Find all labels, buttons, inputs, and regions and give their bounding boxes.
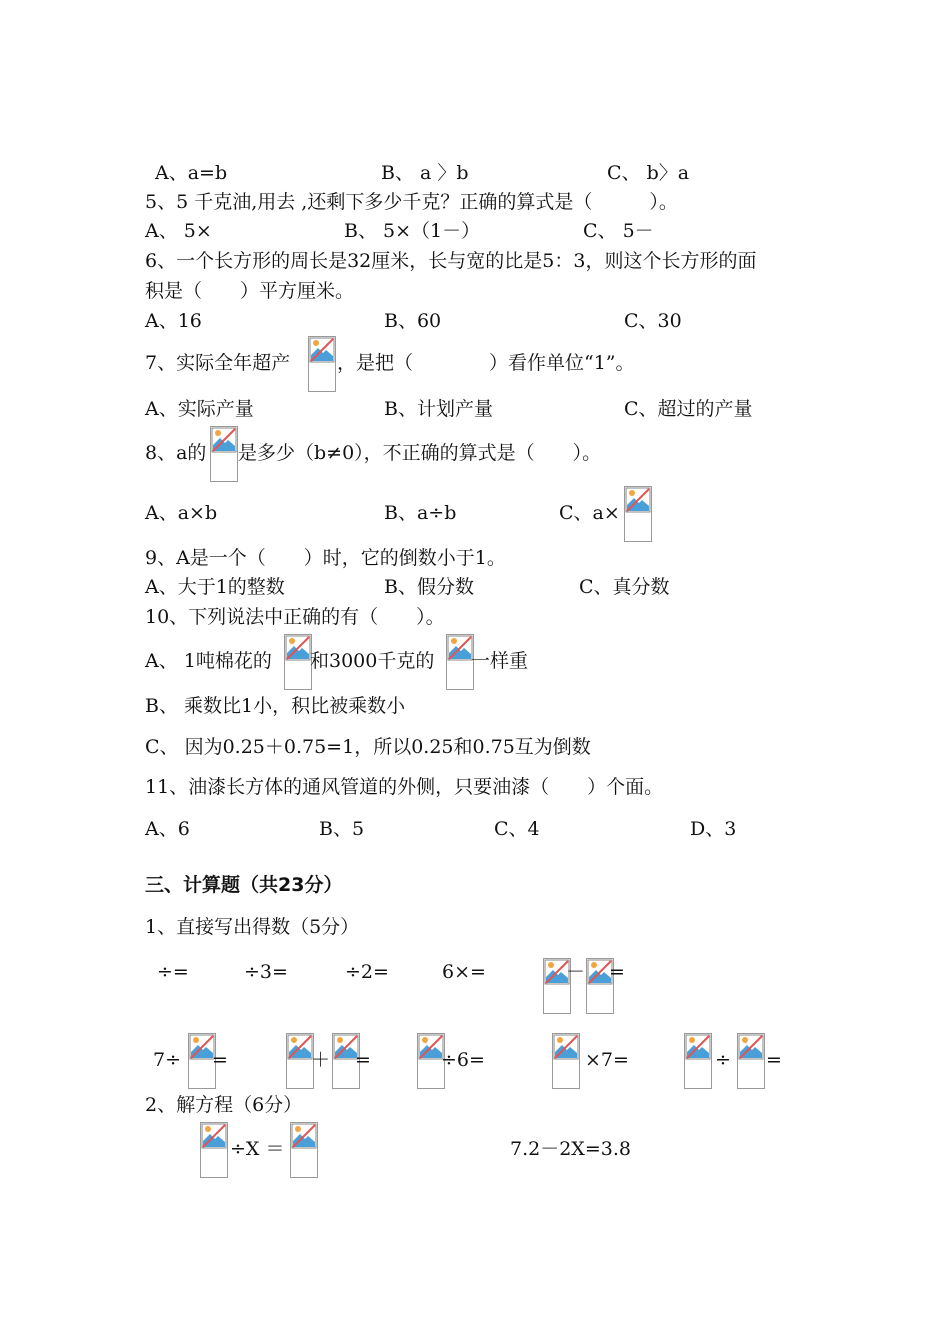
fraction-image-icon (684, 1033, 712, 1089)
calc-item: ÷2= (345, 961, 389, 983)
subsection-oral-calc: 1、直接写出得数（5分） (145, 916, 360, 938)
fraction-image-icon (737, 1033, 765, 1089)
calc-item: 7÷ (153, 1049, 182, 1071)
calc-item: ÷3= (244, 961, 288, 983)
q7-option-c: C、超过的产量 (624, 398, 753, 420)
q4-option-b: B、 a 〉b (381, 162, 469, 184)
q4-option-a: A、a=b (155, 162, 228, 184)
q4-option-c: C、 b〉a (607, 162, 690, 184)
q7-option-b: B、计划产量 (384, 398, 493, 420)
q10-option-b: B、 乘数比1小，积比被乘数小 (145, 695, 406, 717)
calc-equals: = (355, 1049, 371, 1071)
q10-question: 10、下列说法中正确的有（ ）。 (145, 606, 445, 628)
q11-option-d: D、3 (690, 818, 737, 840)
fraction-image-icon (284, 634, 312, 690)
q7-option-a: A、实际产量 (145, 398, 254, 420)
q10-option-a-part2: 和3000千克的 (310, 650, 435, 672)
calc-item: 6×= (442, 961, 486, 983)
q5-question: 5、5 千克油,用去 ,还剩下多少千克？正确的算式是（ ）。 (145, 191, 678, 213)
fraction-image-icon (200, 1122, 228, 1178)
q7-question-before: 7、实际全年超产 (145, 352, 291, 374)
fraction-image-icon (290, 1122, 318, 1178)
q8-question-after: 是多少（b≠0），不正确的算式是（ ）。 (238, 442, 602, 464)
q6-option-b: B、60 (384, 310, 442, 332)
fraction-image-icon (624, 486, 652, 542)
calc-item: ÷6= (441, 1049, 485, 1071)
q9-option-b: B、假分数 (384, 576, 474, 598)
q8-question-before: 8、a的 (145, 442, 207, 464)
q5-option-c: C、 5－ (583, 220, 654, 242)
calc-equals: = (212, 1049, 228, 1071)
q11-option-b: B、5 (319, 818, 365, 840)
fraction-image-icon (446, 634, 474, 690)
section-title: 三、计算题（共23分） (145, 874, 343, 896)
q11-question: 11、油漆长方体的通风管道的外侧，只要油漆（ ）个面。 (145, 776, 664, 798)
q6-option-c: C、30 (624, 310, 682, 332)
fraction-image-icon (210, 426, 238, 482)
q8-option-c: C、a× (559, 502, 620, 524)
q10-option-c: C、 因为0.25＋0.75=1，所以0.25和0.75互为倒数 (145, 736, 591, 758)
q11-option-c: C、4 (494, 818, 540, 840)
q5-option-b: B、 5×（1－） (344, 220, 481, 242)
equation-1-middle: ÷X ＝ (230, 1138, 285, 1160)
calc-item: ÷= (157, 961, 189, 983)
fraction-image-icon (552, 1033, 580, 1089)
q6-option-a: A、16 (145, 310, 202, 332)
q5-option-a: A、 5× (145, 220, 212, 242)
fraction-image-icon (308, 336, 336, 392)
subsection-equations: 2、解方程（6分） (145, 1094, 303, 1116)
q6-question-line2: 积是（ ）平方厘米。 (145, 280, 355, 302)
q9-option-a: A、大于1的整数 (145, 576, 285, 598)
calc-operator: ÷ (715, 1049, 731, 1071)
q8-option-a: A、a×b (145, 502, 218, 524)
q10-option-a-part3: 一样重 (471, 650, 529, 672)
calc-equals: = (609, 961, 625, 983)
fraction-image-icon (286, 1033, 314, 1089)
q9-question: 9、A是一个（ ）时，它的倒数小于1。 (145, 547, 506, 569)
calc-equals: = (766, 1049, 782, 1071)
q9-option-c: C、真分数 (579, 576, 670, 598)
q10-option-a-part1: A、 1吨棉花的 (145, 650, 272, 672)
q8-option-b: B、a÷b (384, 502, 457, 524)
q7-question-after: ，是把（ ）看作单位“1”。 (337, 352, 635, 374)
equation-2: 7.2－2X=3.8 (510, 1138, 631, 1160)
q11-option-a: A、6 (145, 818, 190, 840)
calc-item: ×7= (585, 1049, 629, 1071)
q6-question-line1: 6、一个长方形的周长是32厘米，长与宽的比是5：3，则这个长方形的面 (145, 250, 757, 272)
calc-operator: － (566, 961, 586, 983)
calc-operator: ＋ (311, 1049, 331, 1071)
